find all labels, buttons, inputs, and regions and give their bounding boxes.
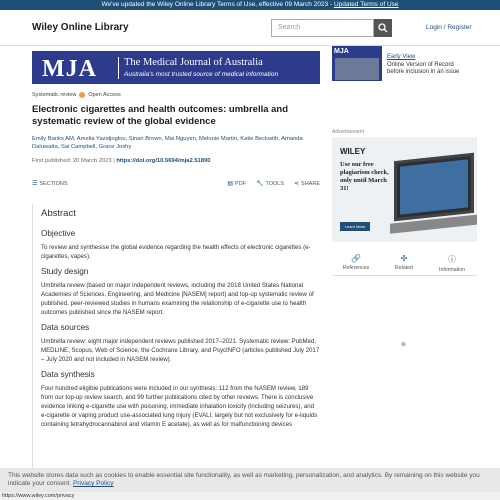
banner-abbrev: MJA — [42, 56, 97, 82]
cover-abbrev: MJA — [334, 48, 349, 55]
login-register-link[interactable]: Login / Register — [426, 24, 472, 31]
wrench-icon: 🔧 — [255, 181, 264, 187]
privacy-policy-link[interactable]: Privacy Policy — [73, 480, 114, 487]
tab-references[interactable] — [332, 254, 380, 271]
objective-text: To review and synthesise the global evidence regarding the health effects of electronic cigarettes (e-cigarettes, vapes). — [41, 244, 311, 260]
early-view-link[interactable]: Early View — [387, 54, 416, 60]
article-type: Systematic review — [32, 92, 77, 98]
tab-information-label: Information — [439, 267, 465, 273]
search-input[interactable]: Search — [271, 19, 374, 37]
list-icon: ☰ — [32, 181, 38, 187]
banner-title: The Medical Journal of Australia — [124, 57, 263, 68]
terms-of-use-link[interactable]: Updated Terms of Use — [333, 1, 399, 8]
site-logo[interactable]: Wiley Online Library — [32, 22, 129, 33]
cookie-banner — [0, 468, 500, 492]
objective-heading: Objective — [41, 229, 76, 238]
ad-text: Use our free plagiarism check, only until March 31! — [340, 161, 389, 192]
related-icon: ✣ — [400, 254, 408, 263]
data-sources-text: Umbrella review: eight major independent reviews published 2017–2021. Systematic review: PubMed, MEDLINE, Scopus, Web of Science, the Cochrane Library, and PsycINFO (articles published July 2017 – July 2020 and not included in NASEM review). — [41, 338, 320, 363]
data-sources-heading: Data sources — [41, 323, 90, 332]
laptop-image — [394, 153, 474, 221]
study-design-heading: Study design — [41, 267, 89, 276]
share-button[interactable] — [294, 180, 320, 187]
terms-notice-text: We've updated the Wiley Online Library Terms of Use, effective 09 March 2023 - — [101, 1, 334, 8]
tools-label: TOOLS — [265, 181, 285, 187]
early-view-line2: before inclusion in an issue — [387, 69, 460, 75]
article-meta — [32, 92, 121, 98]
cover-image — [335, 58, 379, 80]
banner-tagline: Australia's most trusted source of medical information — [124, 71, 279, 78]
publication-info: First published: 20 March 2023 | https://doi.org/10.5694/mja2.51890 — [32, 158, 211, 164]
pdf-icon: ▤ — [227, 181, 233, 187]
tools-button[interactable] — [256, 180, 284, 187]
link-icon: 🔗 — [351, 254, 361, 263]
early-view-line1: Online Version of Record — [387, 61, 454, 68]
sections-label: SECTIONS — [39, 181, 68, 187]
abstract-section — [32, 204, 320, 476]
pdf-label: PDF — [234, 181, 246, 187]
tab-related-label: Related — [395, 265, 413, 271]
open-access-icon — [79, 92, 85, 98]
loading-spinner-icon: ✳ — [400, 340, 407, 349]
site-header — [0, 10, 500, 46]
doi-link[interactable]: https://doi.org/10.5694/mja2.51890 — [116, 158, 211, 164]
tab-references-label: References — [342, 265, 370, 271]
journal-cover[interactable] — [332, 46, 382, 81]
ad-brand: WILEY — [340, 147, 366, 156]
search-icon — [378, 23, 388, 33]
terms-notice-bar — [0, 0, 500, 10]
tab-information[interactable] — [428, 254, 476, 273]
search-button[interactable] — [374, 19, 392, 37]
pdf-button[interactable] — [227, 180, 246, 187]
open-access-label: Open Access — [88, 92, 121, 98]
share-label: SHARE — [301, 181, 320, 187]
advertisement[interactable] — [332, 137, 477, 242]
early-view-info — [387, 54, 459, 77]
banner-divider — [118, 57, 119, 79]
study-design-text: Umbrella review (based on major independent reviews, including the 2018 United States National Academies of Sciences, Engineering, and Medicine [NASEM] report) and top-up systematic review of published, peer-reviewed studies in humans examining the relationship of e-cigarette use to health outcomes published since the NASEM report. — [41, 282, 314, 316]
data-synthesis-text: Four hundred eligible publications were included in our synthesis: 112 from the NASEM review, 189 from our top-up review search, and 99 further publications cited by other reviews. There is conclusive evidence linking e-cigarette use with poisoning, immediate inhalation toxicity (including seizures), and e-cigarette or vaping product use-associated lung injury (EVALI; largely but not exclusively for e-liquids containing tetrahydrocannabinol and vitamin E acetate), as well as for malfunctioning devices — [41, 385, 318, 428]
article-title: Electronic cigarettes and health outcomes: umbrella and systematic review of the global evidence — [32, 104, 289, 127]
article-toolbar — [32, 180, 320, 190]
advertisement-label: Advertisement — [332, 129, 364, 135]
sections-button[interactable] — [32, 180, 68, 187]
data-synthesis-heading: Data synthesis — [41, 370, 95, 379]
journal-banner[interactable] — [32, 51, 320, 84]
sidebar-tabs — [332, 254, 477, 276]
ad-learn-more-button[interactable]: Learn More — [340, 222, 370, 231]
browser-status-bar: https://www.wiley.com/privacy — [0, 492, 500, 500]
cookie-text: This website stores data such as cookies to enable essential site functionality, as well as marketing, personalization, and analytics. By remaining on this website you indicate your consent. — [8, 472, 480, 487]
abstract-heading: Abstract — [41, 208, 76, 219]
tab-related[interactable] — [380, 254, 428, 271]
info-icon: ⓘ — [448, 255, 456, 264]
share-icon: ⋖ — [294, 181, 300, 187]
published-date: 20 March 2023 — [72, 158, 112, 164]
article-authors[interactable]: Emily Banks AM, Amelia Yazidjoglou, Sinan Brown, Mai Nguyen, Melonie Martin, Katie Beckwith, Amanda Daluwatta, Sai Campbell, Grace Joshy — [32, 136, 303, 150]
published-label: First published: — [32, 158, 72, 164]
